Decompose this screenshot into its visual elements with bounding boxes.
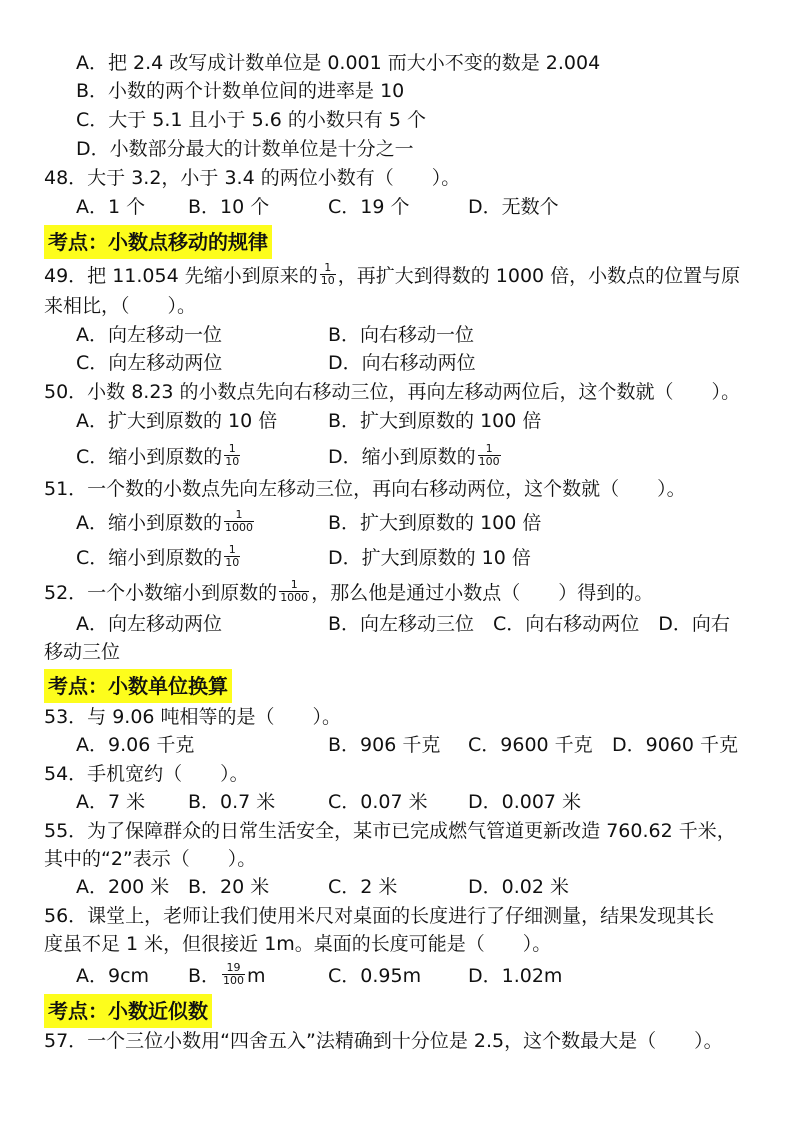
option: D．1.02m — [468, 965, 563, 987]
option-a-47: A．把 2.4 改写成计数单位是 0.001 而大小不变的数是 2.004 — [76, 52, 601, 74]
option: C．缩小到原数的 $\frac{1}{10}$ — [76, 442, 240, 468]
fraction: $\frac{1}{10}$ — [225, 442, 240, 468]
section-heading: 考点：小数近似数 — [44, 994, 212, 1028]
option: A．扩大到原数的 10 倍 — [76, 410, 278, 432]
option: A．1 个 — [76, 196, 146, 218]
options-55 — [0, 872, 800, 902]
question-56-line2: 度虽不足 1 米，但很接近 1m。桌面的长度可能是（ ）。 — [44, 933, 552, 955]
options-49b — [0, 348, 800, 378]
question-52: 52．一个小数缩小到原数的 $\frac{1}{1000}$ ，那么他是通过小数点（ ）得到的。 — [44, 578, 654, 604]
section-heading: 考点：小数点移动的规律 — [44, 225, 272, 259]
option: B．0.7 米 — [188, 791, 276, 813]
options-52-line2: 移动三位 — [44, 641, 121, 663]
option: D．扩大到原数的 10 倍 — [328, 547, 531, 569]
option: B．向右移动一位 — [328, 324, 475, 346]
option: C．缩小到原数的 $\frac{1}{10}$ — [76, 543, 240, 569]
option: A．7 米 — [76, 791, 146, 813]
question-48: 48．大于 3.2，小于 3.4 的两位小数有（ ）。 — [44, 167, 461, 189]
section-heading: 考点：小数单位换算 — [44, 669, 232, 703]
option: B．扩大到原数的 100 倍 — [328, 512, 542, 534]
option: B．向左移动三位 C．向右移动两位 D．向右 — [328, 613, 730, 635]
option: C．9600 千克 — [468, 734, 593, 756]
option: B．906 千克 — [328, 734, 441, 756]
options-49a — [0, 320, 800, 350]
option: A．向左移动两位 — [76, 613, 222, 635]
option: B．10 个 — [188, 196, 270, 218]
option: A．200 米 — [76, 876, 170, 898]
options-52 — [0, 609, 800, 639]
option: A．缩小到原数的 $\frac{1}{1000}$ — [76, 508, 253, 534]
option: A．9.06 千克 — [76, 734, 195, 756]
option: A．9cm — [76, 965, 150, 987]
option: C．19 个 — [328, 196, 410, 218]
fraction: $\frac{1}{10}$ — [225, 543, 240, 569]
option: C．2 米 — [328, 876, 398, 898]
option: D．无数个 — [468, 196, 559, 218]
options-51b — [0, 543, 800, 573]
option-b-47: B．小数的两个计数单位间的进率是 10 — [76, 80, 405, 102]
fraction: $\frac{1}{100}$ — [478, 442, 500, 468]
question-55-line2: 其中的“2”表示（ ）。 — [44, 848, 257, 870]
options-51a — [0, 508, 800, 538]
option: D．0.02 米 — [468, 876, 569, 898]
options-48 — [0, 192, 800, 222]
options-50b — [0, 442, 800, 472]
options-54 — [0, 787, 800, 817]
question-55: 55．为了保障群众的日常生活安全，某市已完成燃气管道更新改造 760.62 千米， — [44, 820, 736, 842]
question-57: 57．一个三位小数用“四舍五入”法精确到十分位是 2.5，这个数最大是（ ）。 — [44, 1030, 723, 1052]
option-c-47: C．大于 5.1 且小于 5.6 的小数只有 5 个 — [76, 109, 427, 131]
question-51: 51．一个数的小数点先向左移动三位，再向右移动两位，这个数就（ ）。 — [44, 478, 686, 500]
question-49-line2: 来相比，（ ）。 — [44, 295, 197, 317]
question-56: 56．课堂上，老师让我们使用米尺对桌面的长度进行了仔细测量，结果发现其长 — [44, 905, 715, 927]
fraction: $\frac{1}{1000}$ — [225, 508, 253, 534]
option: D．向右移动两位 — [328, 352, 476, 374]
question-54: 54．手机宽约（ ）。 — [44, 763, 249, 785]
question-50: 50．小数 8.23 的小数点先向右移动三位，再向左移动两位后，这个数就（ ）。 — [44, 381, 741, 403]
options-53 — [0, 730, 800, 760]
question-53: 53．与 9.06 吨相等的是（ ）。 — [44, 706, 342, 728]
option: C．0.95m — [328, 965, 422, 987]
options-56 — [0, 961, 800, 991]
option: B．20 米 — [188, 876, 270, 898]
option: D．缩小到原数的 $\frac{1}{100}$ — [328, 442, 500, 468]
fraction: $\frac{1}{10}$ — [320, 261, 335, 287]
option: D．9060 千克 — [612, 734, 739, 756]
question-49: 49．把 11.054 先缩小到原来的 $\frac{1}{10}$ ，再扩大到得数的 1000 倍，小数点的位置与原 — [44, 261, 741, 287]
option: B． $\frac{19}{100}$ m — [188, 961, 266, 987]
fraction: $\frac{19}{100}$ — [223, 961, 245, 987]
option: D．0.007 米 — [468, 791, 582, 813]
option: C．0.07 米 — [328, 791, 428, 813]
option: B．扩大到原数的 100 倍 — [328, 410, 542, 432]
option: A．向左移动一位 — [76, 324, 222, 346]
option-d-47: D．小数部分最大的计数单位是十分之一 — [76, 138, 414, 160]
option: C．向左移动两位 — [76, 352, 223, 374]
fraction: $\frac{1}{1000}$ — [280, 578, 309, 604]
options-50a — [0, 406, 800, 436]
